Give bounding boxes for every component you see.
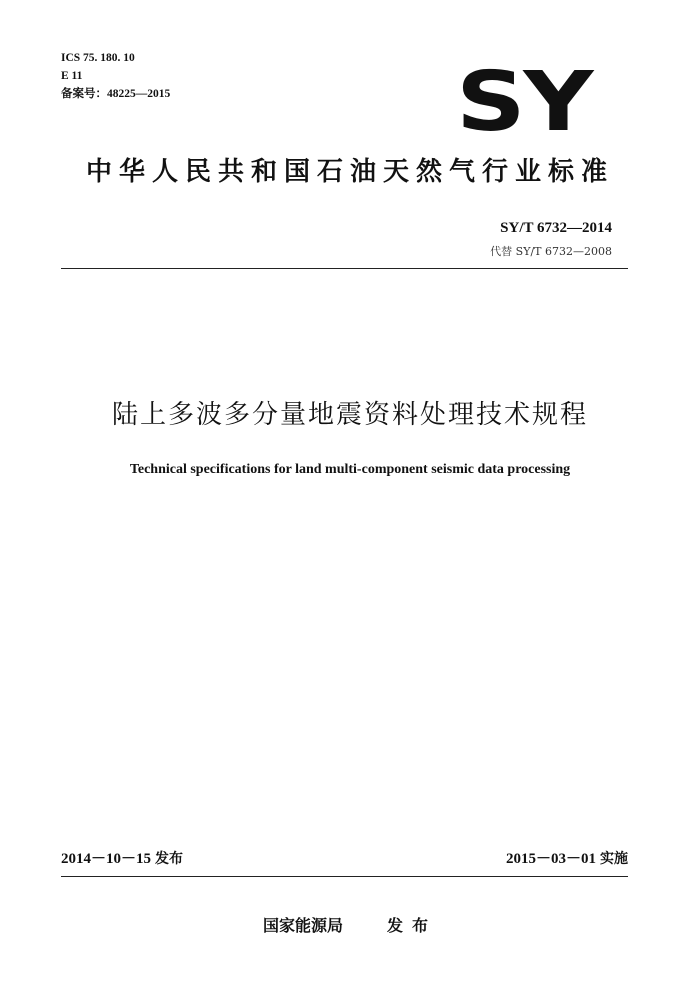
publish-label: 发布 — [387, 916, 438, 935]
document-title-cn: 陆上多波多分量地震资料处理技术规程 — [111, 400, 588, 430]
top-divider — [61, 268, 628, 269]
issuing-authority: 国家能源局 — [263, 916, 344, 935]
classification-code: E 11 — [61, 70, 83, 82]
issue-label: 发布 — [155, 851, 184, 867]
implementation-date: 2015－03－01 — [505, 851, 596, 867]
industry-standard-name: 中华人民共和国石油天然气行业标准 — [85, 157, 614, 187]
implementation-date-line — [506, 847, 628, 868]
ics-code: ICS 75. 180. 10 — [61, 52, 135, 64]
implementation-label: 实施 — [600, 851, 628, 867]
replaces-standard: 代替 SY/T 6732—2008 — [490, 245, 612, 258]
standard-number: SY/T 6732—2014 — [500, 220, 612, 236]
bottom-divider — [61, 876, 628, 877]
issue-date-line — [61, 847, 183, 868]
document-title-en: Technical specifications for land multi-component seismic data processing — [129, 462, 571, 477]
sy-logo: SY — [456, 55, 592, 150]
issue-date: 2014－10－15 — [61, 851, 152, 867]
record-number: 备案号：48225—2015 — [61, 88, 171, 100]
